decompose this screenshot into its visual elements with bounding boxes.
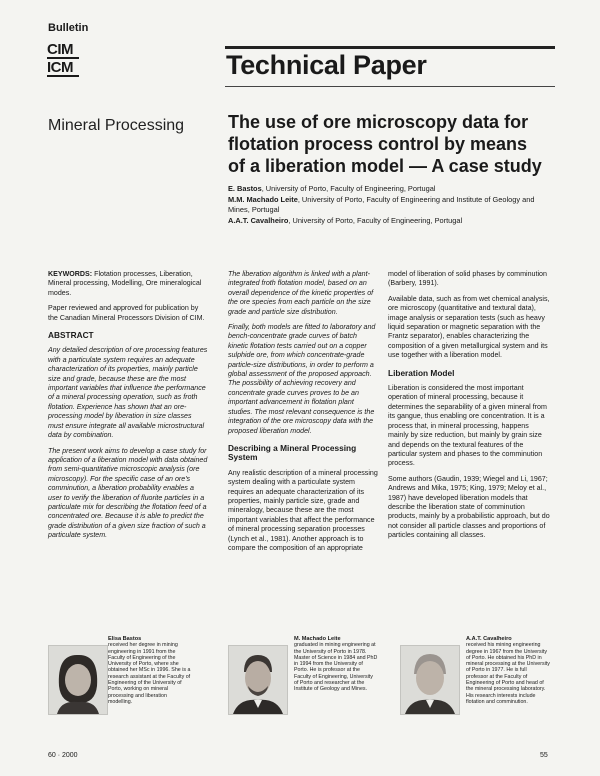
author-line [228,184,548,194]
author-bio [466,636,550,705]
body-paragraph: Any realistic description of a mineral processing system dealing with a particulate system requires an adequate characterization of its properties, mainly particle size, grade and mineralogy, because these are the most important variables that affect the performance of mineral processing separation processes (Lynch et al., 1981). Another approach is to compare the composition of an appropriate [228,468,378,552]
abstract-paragraph: Any detailed description of ore processing features with a particulate system requires an adequate characterization of its properties, mainly particle size and grade, because these are the most important variables that influence the performance of a mineral processing operation, such as froth flotation. Experience has shown that an ore-processing model by liberation in size classes must ensure integrate all available microstructural data by combination. [48,346,208,440]
bio-name: M. Machado Leite [294,636,341,642]
author-affiliation: , University of Porto, Faculty of Engineering and Institute of Geology and Mines, Portugal [228,195,535,214]
column-middle [228,270,378,559]
body-paragraph: Some authors (Gaudin, 1939; Wiegel and Li, 1967; Andrews and Mika, 1975; King, 1979; Meloy et al., 1987) have developed liberation models that describe the liberation state of comminution products, mainly by a probabilistic approach, but do not consider all particle classes and proportions of particles containing all classes. [388,474,550,540]
author-list [228,184,548,227]
technical-paper-heading: Technical Paper [226,50,427,80]
bio-text: received her degree in mining engineering in 1991 from the Faculty of Engineering of the University of Porto, where she obtained her MSc in 1996. She is a research assistant at the Faculty of Engineering of the University of Porto, working on mineral processing and liberation modelling. [108,642,191,705]
author-name: E. Bastos [228,184,262,193]
author-affiliation: , University of Porto, Faculty of Engineering, Portugal [261,184,436,193]
bulletin-label: Bulletin [48,22,89,34]
bio-text: received his mining engineering degree in 1967 from the University of Porto. He obtained his PhD in mineral processing at the University of Porto in 1977. He is full professor at the Faculty of Engineering of Porto and head of the mineral processing laboratory. His research interests include flotation and comminution. [466,642,550,705]
author-bio [108,636,192,705]
cim-logo [47,42,79,78]
column-left [48,270,208,547]
author-affiliation: , University of Porto, Faculty of Engineering, Portugal [288,216,463,225]
bio-text: graduated in mining engineering at the University of Porto in 1978. Master of Science in 1984 and PhD in 1994 from the University of Porto. He is professor at the Faculty of Engineering, University of Porto and researcher at the Institute of Geology and Mines. [294,642,378,693]
body-paragraph: model of liberation of solid phases by comminution (Barbery, 1991). [388,270,547,288]
body-paragraph: Available data, such as from wet chemical analysis, ore microscopy (quantitative and textural data), image analysis or separation tests (such as heavy liquid separation or magnetic separation with the Frantz separator), enables characterizing the composition of a given metallurgical system and its use together with a liberation model. [388,294,550,360]
section-heading: Liberation Model [388,367,455,378]
header-rule-thin [225,86,555,87]
logo-line-cim: CIM [47,42,79,59]
review-note: Paper reviewed and approved for publication by the Canadian Mineral Processors Division of CIM. [48,304,205,322]
keywords-label: KEYWORDS: [48,270,93,278]
section-category: Mineral Processing [48,117,185,134]
intro-paragraph: The liberation algorithm is linked with a plant-integrated froth flotation model, based on an overall dependence of the kinetic properties of the ore species from each particle on the size grade and particle size distribution. [228,270,374,316]
bio-name: A.A.T. Cavalheiro [466,636,512,642]
header-rule [225,46,555,49]
keywords [48,270,208,298]
abstract-heading: ABSTRACT [48,330,94,341]
author-photo [48,645,108,715]
author-bio [294,636,378,693]
section-heading: Describing a Mineral Processing System [228,442,357,463]
keywords-text: Flotation processes, Liberation, Mineral processing, Modelling, Ore mineralogical modes. [48,270,202,297]
author-photo [400,645,460,715]
author-line [228,216,548,226]
intro-paragraph: Finally, both models are fitted to laboratory and bench-concentrate grade curves of batch kinetic flotation tests carried out on a copper sulphide ore, from which concentrate-grade particle-size distributions, in order to perform a global assessment of the proposed approach. The possibility of achieving recovery and concentrate grade curves proves to be an important advancement in flotation plant studies. The most relevant consequence is the integration of the ore microscopy data with the proposed liberation model. [228,323,376,435]
logo-line-icm: ICM [47,60,79,77]
column-right [388,270,550,547]
page-number: 55 [540,752,548,759]
page-folio-left: 60 · 2000 [48,752,78,759]
author-name: A.A.T. Cavalheiro [228,216,289,225]
author-photo [228,645,288,715]
abstract-paragraph: The present work aims to develop a case study for application of a liberation model with data obtained from semi-quantitative microscopic analysis (ore microscopy). For the specific case of an ore's comminution, a liberation probability enables a user to verify the liberation of fluorite particles in a particulate mix for describing the flotation feed of a concentrated ore. Because it is able to predict the grade distribution of a given size fraction of such a particulate system. [48,446,208,540]
bio-name: Elisa Bastos [108,636,142,642]
body-paragraph: Liberation is considered the most important operation of mineral processing, because it determines the separability of a given mineral from its gangue, thus enabling ore concentration. It is a process that, in mineral processing, happens mainly by size reduction, but mainly by grain size and depends on the textural features of the particular system and phases to the comminution process. [388,384,547,468]
author-line [228,195,548,215]
article-title: The use of ore microscopy data for flotation process control by means of a liberation model — A case study [228,112,542,176]
author-name: M.M. Machado Leite [228,195,298,204]
